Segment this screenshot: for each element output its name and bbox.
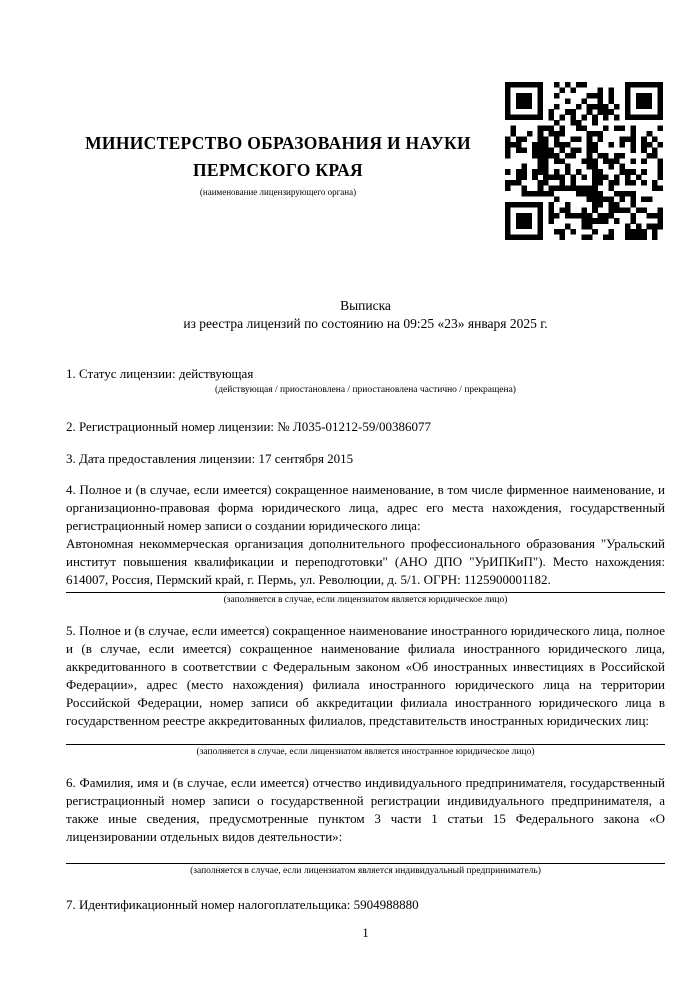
field-registration-number-text: 2. Регистрационный номер лицензии: № Л035-01212-59/00386077 bbox=[66, 419, 432, 434]
field-foreign-entity bbox=[66, 622, 665, 759]
field-inn bbox=[66, 896, 665, 914]
field-inn-text: 7. Идентификационный номер налогоплательщика: 5904988880 bbox=[66, 897, 419, 912]
field-license-date bbox=[66, 450, 665, 468]
field-entrepreneur-caption: (заполняется в случае, если лицензиатом является индивидуальный предприниматель) bbox=[190, 866, 541, 876]
document-subtitle: из реестра лицензий по состоянию на 09:25 «23» января 2025 г. bbox=[183, 316, 548, 331]
ministry-name-line1: МИНИСТЕРСТВО ОБРАЗОВАНИЯ И НАУКИ bbox=[85, 133, 471, 153]
field-legal-entity bbox=[66, 481, 665, 607]
field-entrepreneur-label: 6. Фамилия, имя и (в случае, если имеется) отчество индивидуального предпринимателя, государственный регистрационный номер записи о государственной регистрации индивидуального предпринимателя, а также иные сведения, предусмотренные пунктом 3 части 1 статьи 15 Федерального закона «О лицензировании отдельных видов деятельности»: bbox=[66, 775, 665, 844]
field-license-status-text: 1. Статус лицензии: действующая bbox=[66, 366, 254, 381]
field-entrepreneur bbox=[66, 774, 665, 878]
field-legal-entity-label: 4. Полное и (в случае, если имеется) сокращенное наименование, в том числе фирменное наименование, и организационно-правовая форма юридического лица, адрес его места нахождения, государственный регистрационный номер записи о создании юридического лица: bbox=[66, 482, 665, 533]
field-entrepreneur-blank-line bbox=[66, 863, 665, 864]
field-legal-entity-caption: (заполняется в случае, если лицензиатом является юридическое лицо) bbox=[223, 595, 508, 605]
field-license-status-caption: (действующая / приостановлена / приостановлена частично / прекращена) bbox=[215, 385, 516, 395]
document-body bbox=[0, 297, 700, 914]
field-license-status bbox=[66, 365, 665, 397]
page-number: 1 bbox=[362, 925, 369, 940]
field-license-date-text: 3. Дата предоставления лицензии: 17 сентября 2015 bbox=[66, 451, 354, 466]
ministry-name-line2: ПЕРМСКОГО КРАЯ bbox=[193, 160, 363, 180]
document-title: Выписка bbox=[340, 298, 391, 313]
field-legal-entity-value: Автономная некоммерческая организация дополнительного профессионального образования "Уральский институт повышения квалификации и переподготовки" (АНО ДПО "УрИПКиП"). Место нахождения: 614007, Россия, Пермский край, г. Пермь, ул. Революции, д. 5/1. ОГРН: 1125900001182. bbox=[66, 535, 665, 593]
document-title-block bbox=[66, 297, 665, 333]
licensing-authority-caption: (наименование лицензирующего органа) bbox=[199, 187, 357, 197]
field-foreign-entity-caption: (заполняется в случае, если лицензиатом является иностранное юридическое лицо) bbox=[196, 747, 535, 757]
qr-code-icon bbox=[505, 82, 663, 240]
licensing-authority-header bbox=[66, 130, 490, 197]
field-foreign-entity-label: 5. Полное и (в случае, если имеется) сокращенное наименование иностранного юридического лица, полное и (в случае, если имеется) сокращенное наименование филиала иностранного юридического лица, аккредитованного в соответствии с Федеральным законом «Об иностранных инвестициях в Российской Федерации», адрес (место нахождения) филиала иностранного юридического лица на территории Российской Федерации, номер записи об аккредитации филиала иностранного юридического лица в государственном реестре аккредитованных филиалов, представительств иностранных юридических лиц: bbox=[66, 623, 665, 728]
field-foreign-entity-blank-line bbox=[66, 744, 665, 745]
field-registration-number bbox=[66, 418, 665, 436]
